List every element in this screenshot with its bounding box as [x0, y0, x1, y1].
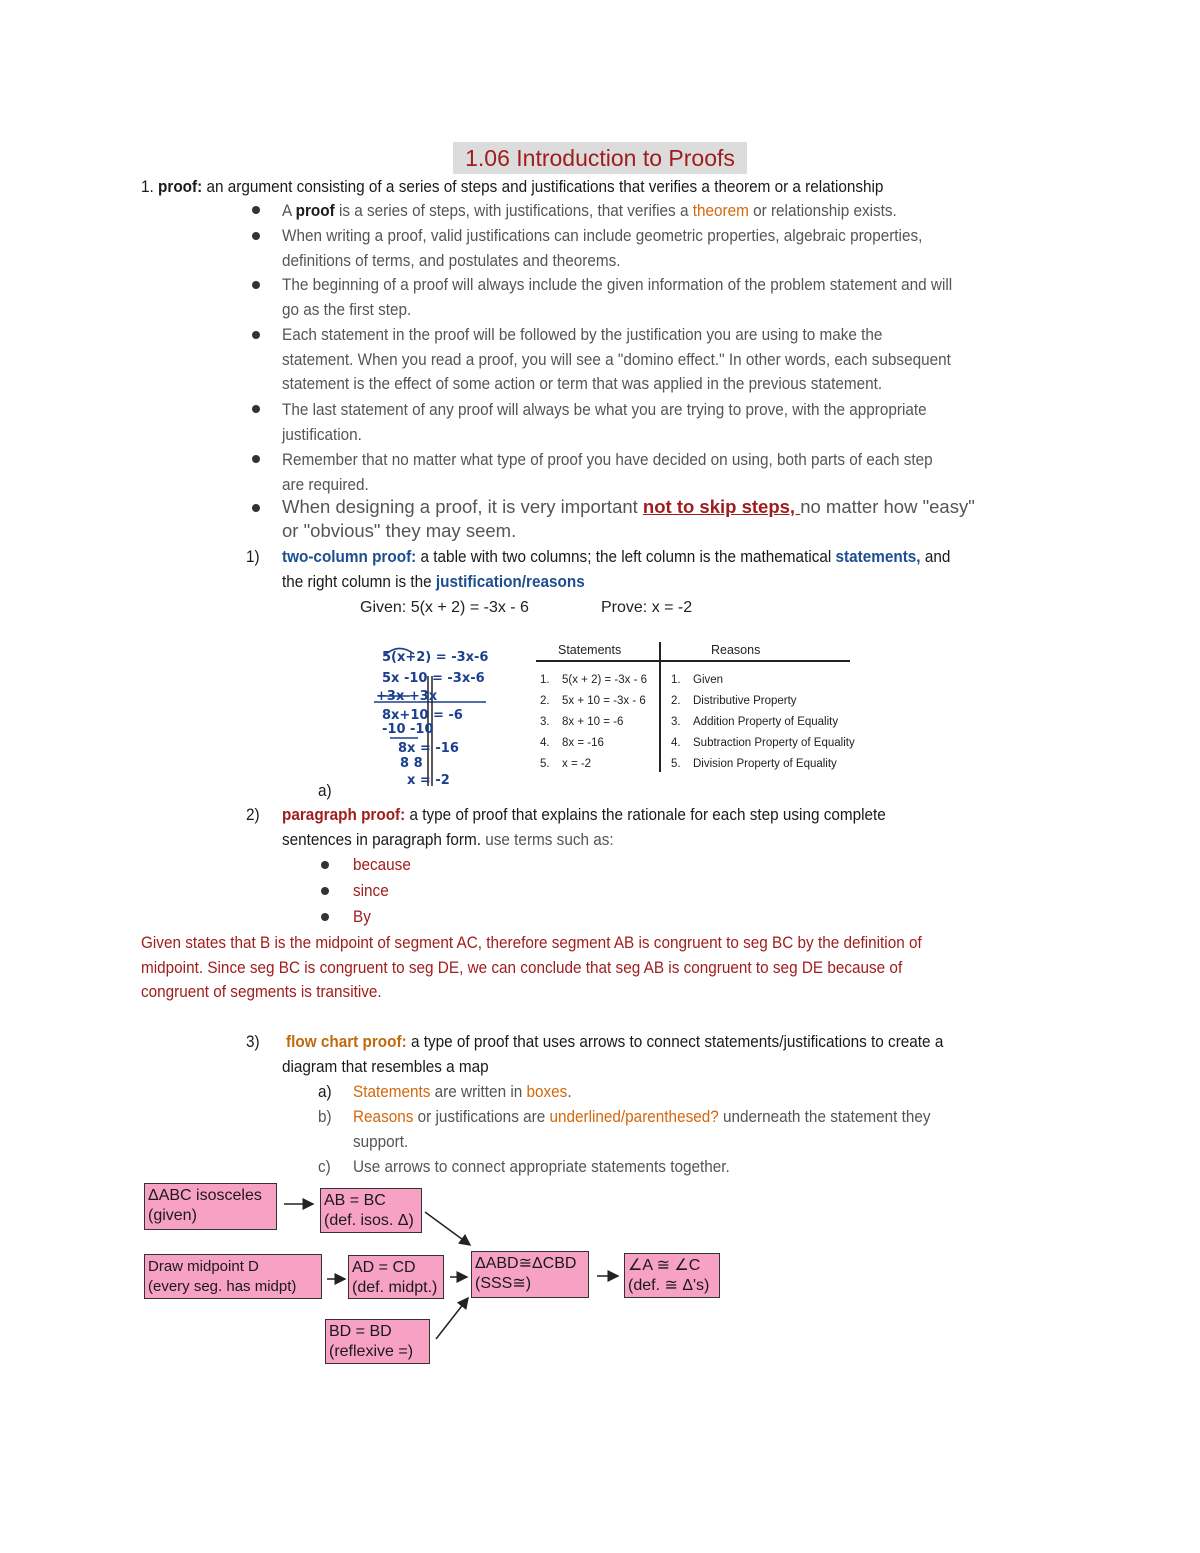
definition-text: an argument consisting of a series of steps and justifications that verifies a theorem or a relationship	[206, 177, 884, 196]
arrow-ab-to-abd	[425, 1212, 470, 1245]
table-row-number: 1.	[540, 674, 550, 686]
table-row-number: 4.	[671, 737, 681, 749]
flow-box-ab-bc: AB = BC (def. isos. Δ)	[320, 1188, 422, 1233]
table-reason: Addition Property of Equality	[693, 716, 839, 728]
column-header-reasons: Reasons	[711, 643, 761, 657]
two-column-definition: two-column proof: a table with two columns; the left column is the mathematical statements, and the right column is the justification/reasons	[282, 547, 951, 591]
table-statement: 5x + 10 = -3x - 6	[562, 695, 646, 707]
bullet-domino: Each statement in the proof will be followed by the justification you are using to make the statement. When you read a proof, you will see a "domino effect." In other words, each subsequent statement is the effect of some action or term that was applied in the previous statement.	[282, 325, 951, 393]
table-statement: 8x + 10 = -6	[562, 716, 624, 728]
paragraph-example: Given states that B is the midpoint of segment AC, therefore segment AB is congruent to seg BC by the definition of midpoint. Since seg BC is congruent to seg DE, we can conclude that seg AB is congruent to seg DE because of congruent of segments is transitive.	[141, 933, 922, 1001]
paragraph-term: paragraph proof:	[282, 805, 406, 824]
table-reason: Division Property of Equality	[693, 758, 837, 770]
term-since: since	[353, 881, 389, 900]
bullet-proof-meaning: A proof is a series of steps, with justifications, that verifies a theorem or relationship exists.	[282, 201, 897, 220]
page-title: 1.06 Introduction to Proofs	[453, 142, 747, 174]
flow-sub-b-label: b)	[318, 1107, 332, 1126]
table-statement: 8x = -16	[562, 737, 604, 749]
flow-term: flow chart proof:	[286, 1032, 407, 1051]
bullet-beginning: The beginning of a proof will always include the given information of the problem statement and will go as the first step.	[282, 275, 953, 319]
flow-sub-a-label: a)	[318, 1082, 332, 1101]
flow-number: 3)	[246, 1032, 260, 1051]
table-reason: Subtraction Property of Equality	[693, 737, 855, 749]
table-row-number: 3.	[540, 716, 550, 728]
flow-sub-c-label: c)	[318, 1157, 331, 1176]
table-row-number: 3.	[671, 716, 681, 728]
flow-box-bd-bd: BD = BD (reflexive =)	[325, 1319, 430, 1364]
flow-box-angle-a-c: ∠A ≅ ∠C (def. ≅ Δ's)	[624, 1253, 720, 1298]
bullet-last-statement: The last statement of any proof will always be what you are trying to prove, with the appropriate justification.	[282, 400, 927, 444]
two-column-number: 1)	[246, 547, 260, 566]
prove-statement: Prove: x = -2	[601, 599, 693, 616]
skip-steps-emphasis: not to skip steps,	[642, 496, 801, 517]
flow-definition-line2: diagram that resembles a map	[282, 1057, 489, 1076]
given-statement: Given: 5(x + 2) = -3x - 6	[360, 599, 529, 616]
sub-item-a: a)	[318, 781, 332, 800]
arrow-bd-to-abd	[436, 1298, 468, 1339]
handwork-line: 8x+10 = -6	[382, 708, 463, 723]
definition-term: proof:	[158, 177, 203, 196]
handwork-line: 5x -10 = -3x-6	[382, 671, 485, 686]
column-header-statements: Statements	[558, 643, 622, 657]
flow-sub-b: Reasons or justifications are underlined/parenthesed? underneath the statement they support.	[353, 1107, 931, 1151]
bullet-skip-steps: When designing a proof, it is very important not to skip steps, no matter how "easy" or "obvious" they may seem.	[282, 496, 975, 541]
flow-box-abd-cbd: ΔABD≅ΔCBD (SSS≅)	[471, 1251, 589, 1298]
table-row-number: 4.	[540, 737, 550, 749]
term-by: By	[353, 907, 371, 926]
table-statement: 5(x + 2) = -3x - 6	[562, 674, 648, 686]
table-reason: Distributive Property	[693, 695, 797, 707]
paragraph-definition: paragraph proof: a type of proof that explains the rationale for each step using complete sentences in paragraph form. use terms such as:	[282, 805, 886, 849]
flow-box-abc-isosceles: ΔABC isosceles (given)	[144, 1183, 277, 1230]
table-row-number: 5.	[540, 758, 550, 770]
two-column-term: two-column proof:	[282, 547, 417, 566]
definition-number: 1.	[141, 177, 154, 196]
handwork-line: x = -2	[407, 773, 450, 788]
bullet-both-parts: Remember that no matter what type of proof you have decided on using, both parts of each step are required.	[282, 450, 933, 494]
table-reason: Given	[693, 674, 724, 686]
flow-sub-c: Use arrows to connect appropriate statements together.	[353, 1157, 730, 1176]
table-row-number: 2.	[540, 695, 550, 707]
table-row-number: 1.	[671, 674, 681, 686]
paragraph-number: 2)	[246, 805, 260, 824]
handwork-line: 8 8	[400, 756, 423, 771]
bullet-justifications: When writing a proof, valid justifications can include geometric properties, algebraic properties, definitions of terms, and postulates and theorems.	[282, 226, 923, 270]
table-row-number: 2.	[671, 695, 681, 707]
handwork-line: 8x = -16	[398, 741, 459, 756]
flow-sub-a: Statements are written in boxes.	[353, 1082, 572, 1101]
term-because: because	[353, 855, 411, 874]
flow-box-draw-midpoint: Draw midpoint D (every seg. has midpt)	[144, 1254, 322, 1299]
flow-box-ad-cd: AD = CD (def. midpt.)	[348, 1255, 444, 1299]
table-row-number: 5.	[671, 758, 681, 770]
handwork-line: -10 -10	[382, 722, 434, 737]
handwork-line: 5(x+2) = -3x-6	[382, 650, 489, 665]
flow-definition: flow chart proof: a type of proof that uses arrows to connect statements/justifications to create a	[286, 1032, 944, 1051]
table-statement: x = -2	[562, 758, 592, 770]
handwork-line: +3x +3x	[376, 689, 438, 704]
